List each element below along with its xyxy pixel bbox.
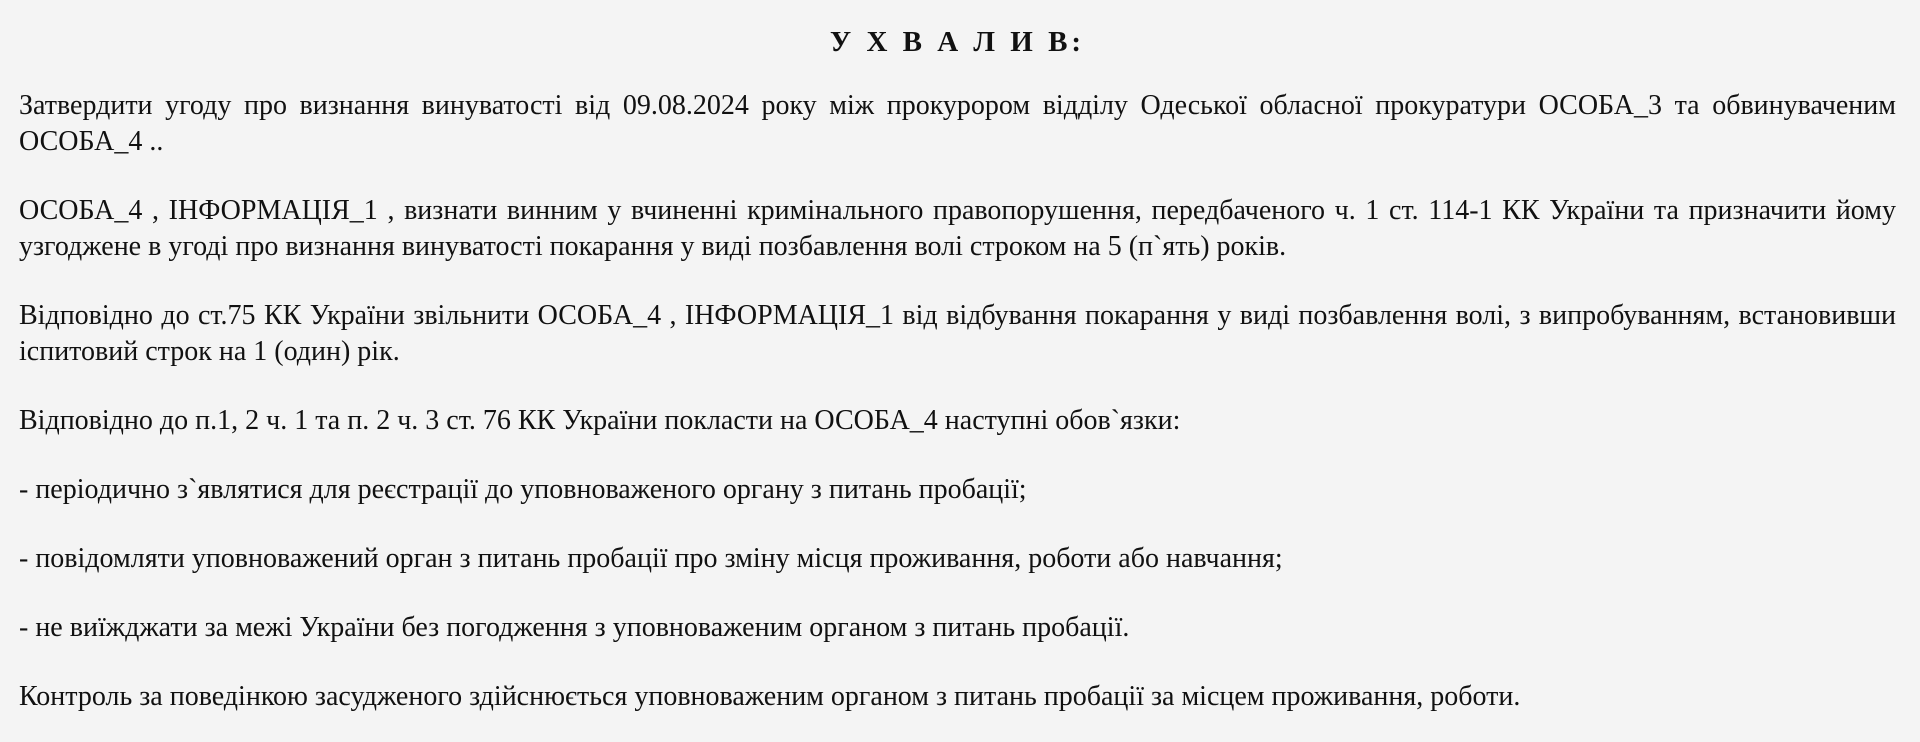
paragraph-supervision: Контроль за поведінкою засудженого здійснюється уповноваженим органом з питань пробації за місцем проживання, роботи.: [19, 681, 1521, 712]
obligation-item-registration: - періодично з`являтися для реєстрації до уповноваженого органу з питань пробації;: [19, 474, 1027, 505]
obligation-item-notify-changes: - повідомляти уповноважений орган з питань пробації про зміну місця проживання, роботи або навчання;: [19, 543, 1283, 574]
paragraph-approve-agreement: Затвердити угоду про визнання винуватості від 09.08.2024 року між прокурором відділу Одеської обласної прокуратури ОСОБА_3 та обвинуваченим ОСОБА_4 ..: [19, 90, 1896, 157]
ruling-heading: У Х В А Л И В:: [829, 26, 1086, 58]
paragraph-probation-release: Відповідно до ст.75 КК України звільнити ОСОБА_4 , ІНФОРМАЦІЯ_1 від відбування покарання у виді позбавлення волі, з випробуванням, встановивши іспитовий строк на 1 (один) рік.: [19, 300, 1896, 367]
paragraph-obligations-intro: Відповідно до п.1, 2 ч. 1 та п. 2 ч. 3 ст. 76 КК України покласти на ОСОБА_4 наступні обов`язки:: [19, 405, 1181, 436]
paragraph-verdict-sentence: ОСОБА_4 , ІНФОРМАЦІЯ_1 , визнати винним у вчиненні кримінального правопорушення, передбаченого ч. 1 ст. 114-1 КК України та призначити йому узгоджене в угоді про визнання винуватості покарання у виді позбавлення волі строком на 5 (п`ять) років.: [19, 195, 1896, 262]
obligation-item-no-travel: - не виїжджати за межі України без погодження з уповноваженим органом з питань пробації.: [19, 612, 1130, 643]
